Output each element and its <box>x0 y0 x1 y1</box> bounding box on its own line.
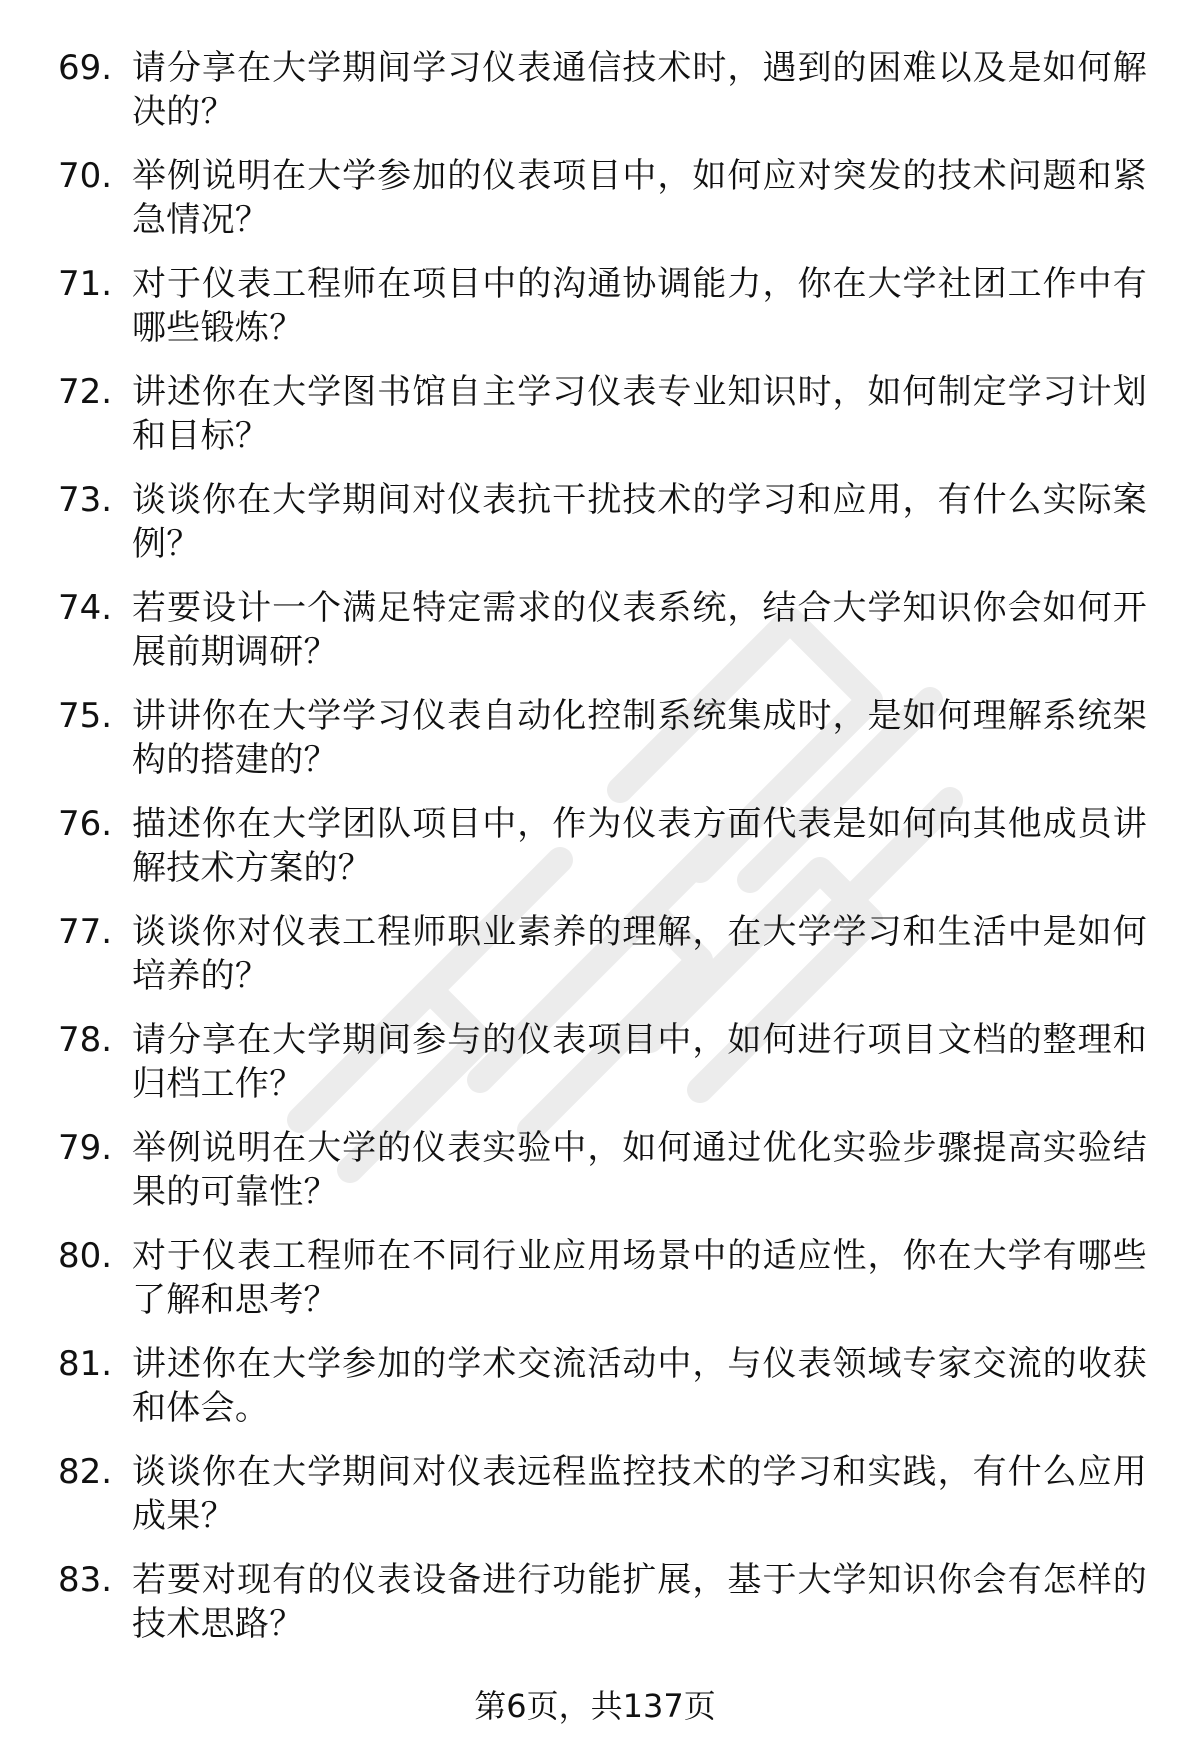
question-text: 谈谈你对仪表工程师职业素养的理解，在大学学习和生活中是如何培养的？ <box>132 912 1147 996</box>
question-text: 谈谈你在大学期间对仪表远程监控技术的学习和实践，有什么应用成果？ <box>132 1452 1147 1536</box>
question-number: 73. <box>58 480 113 520</box>
list-item <box>0 586 1190 694</box>
question-number: 72. <box>58 372 113 412</box>
question-number: 77. <box>58 912 113 952</box>
question-text: 对于仪表工程师在项目中的沟通协调能力，你在大学社团工作中有哪些锻炼？ <box>132 264 1147 348</box>
list-item <box>0 1450 1190 1558</box>
question-text: 举例说明在大学参加的仪表项目中，如何应对突发的技术问题和紧急情况？ <box>132 156 1147 240</box>
list-item <box>0 1018 1190 1126</box>
question-number: 81. <box>58 1344 113 1384</box>
question-text: 若要对现有的仪表设备进行功能扩展，基于大学知识你会有怎样的技术思路？ <box>132 1560 1147 1644</box>
question-text: 请分享在大学期间学习仪表通信技术时，遇到的困难以及是如何解决的？ <box>132 48 1147 132</box>
list-item <box>0 1126 1190 1234</box>
list-item <box>0 478 1190 586</box>
list-item <box>0 1342 1190 1450</box>
question-list <box>0 46 1190 1666</box>
question-number: 76. <box>58 804 113 844</box>
list-item <box>0 694 1190 802</box>
question-text: 描述你在大学团队项目中，作为仪表方面代表是如何向其他成员讲解技术方案的？ <box>132 804 1147 888</box>
list-item <box>0 910 1190 1018</box>
question-number: 79. <box>58 1128 113 1168</box>
question-text: 讲述你在大学参加的学术交流活动中，与仪表领域专家交流的收获和体会。 <box>132 1344 1147 1428</box>
page-number: 第6页，共137页 <box>474 1687 716 1725</box>
list-item <box>0 1558 1190 1666</box>
list-item <box>0 1234 1190 1342</box>
question-text: 谈谈你在大学期间对仪表抗干扰技术的学习和应用，有什么实际案例？ <box>132 480 1147 564</box>
question-text: 对于仪表工程师在不同行业应用场景中的适应性，你在大学有哪些了解和思考？ <box>132 1236 1147 1320</box>
question-number: 82. <box>58 1452 113 1492</box>
list-item <box>0 154 1190 262</box>
list-item <box>0 370 1190 478</box>
list-item <box>0 262 1190 370</box>
question-number: 83. <box>58 1560 113 1600</box>
list-item <box>0 46 1190 154</box>
question-text: 举例说明在大学的仪表实验中，如何通过优化实验步骤提高实验结果的可靠性？ <box>132 1128 1147 1212</box>
question-number: 69. <box>58 48 113 88</box>
question-number: 74. <box>58 588 113 628</box>
question-text: 请分享在大学期间参与的仪表项目中，如何进行项目文档的整理和归档工作？ <box>132 1020 1147 1104</box>
question-number: 70. <box>58 156 113 196</box>
question-number: 71. <box>58 264 113 304</box>
question-text: 讲述你在大学图书馆自主学习仪表专业知识时，如何制定学习计划和目标？ <box>132 372 1147 456</box>
question-number: 78. <box>58 1020 113 1060</box>
question-number: 80. <box>58 1236 113 1276</box>
list-item <box>0 802 1190 910</box>
question-text: 讲讲你在大学学习仪表自动化控制系统集成时，是如何理解系统架构的搭建的？ <box>132 696 1147 780</box>
question-number: 75. <box>58 696 113 736</box>
question-text: 若要设计一个满足特定需求的仪表系统，结合大学知识你会如何开展前期调研？ <box>132 588 1147 672</box>
